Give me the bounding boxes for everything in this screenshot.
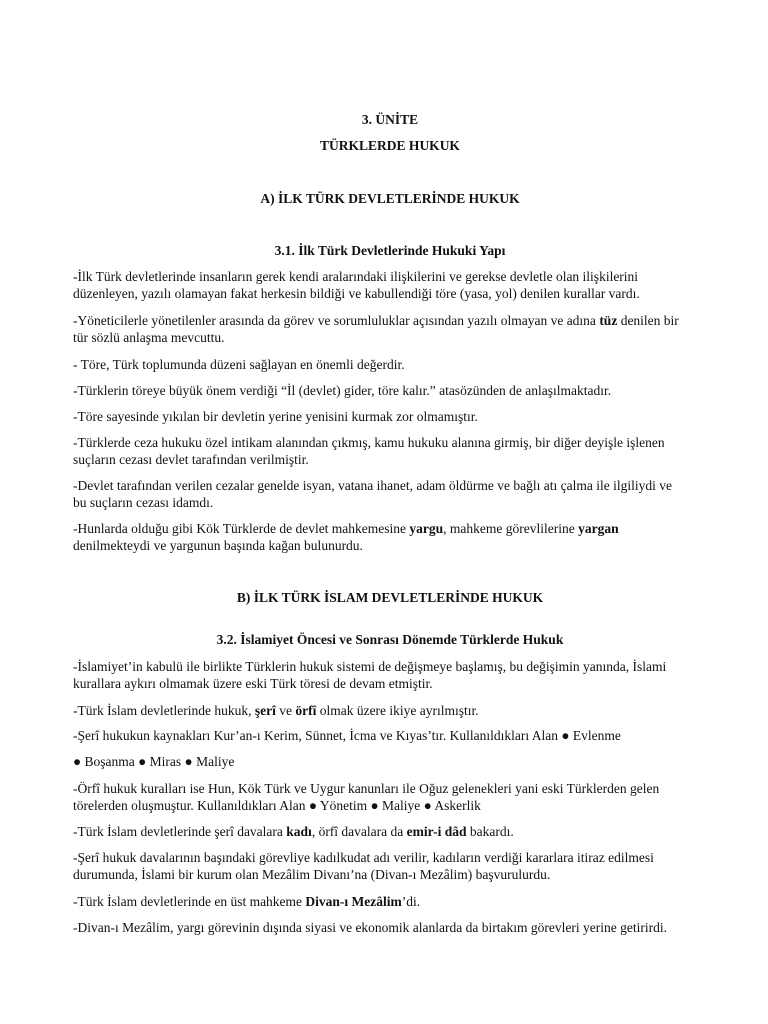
subsection-3-2-heading: 3.2. İslamiyet Öncesi ve Sonrası Dönemde Türklerde Hukuk <box>216 632 564 647</box>
paragraph-b1: -İslamiyet’in kabulü ile birlikte Türklerin hukuk sistemi de değişmeye başlamış, bu değişimin yanında, İslami kurallara aykırı olmamak üzere eski Türk töresi de devam etmiştir. <box>73 659 667 691</box>
paragraph-b7: -Şerî hukuk davalarının başındaki görevliye kadılkudat adı verilir, kadıların verdiği kararlara itiraz edilmesi durumunda, İslami bir kurum olan Mezâlim Divanı’na (Divan-ı Mezâlim) başvurulurdu. <box>73 850 654 882</box>
paragraph-a3: - Töre, Türk toplumunda düzeni sağlayan en önemli değerdir. <box>73 357 405 372</box>
term-tuz: tüz <box>599 313 618 328</box>
term-seri: şerî <box>254 703 276 718</box>
term-yargu: yargu <box>409 521 444 536</box>
document-title: TÜRKLERDE HUKUK <box>320 138 460 153</box>
paragraph-b3: -Şerî hukukun kaynakları Kur’an-ı Kerim, Sünnet, İcma ve Kıyas’tır. Kullanıldıkları Alan ● Evlenme <box>73 728 621 743</box>
paragraph-b4: ● Boşanma ● Miras ● Maliye <box>73 754 235 769</box>
paragraph-a2: -Yöneticilerle yönetilenler arasında da görev ve sorumluluklar açısından yazılı olmayan ve adına tüz denilen bir tür sözlü anlaşma mevcuttu. <box>73 313 679 345</box>
paragraph-b2: -Türk İslam devletlerinde hukuk, şerî ve örfî olmak üzere ikiye ayrılmıştır. <box>73 703 479 718</box>
section-b-heading: B) İLK TÜRK İSLAM DEVLETLERİNDE HUKUK <box>236 590 544 605</box>
section-a-heading: A) İLK TÜRK DEVLETLERİNDE HUKUK <box>260 191 520 206</box>
paragraph-a4: -Türklerin töreye büyük önem verdiği “İl (devlet) gider, töre kalır.” atasözünden de anlaşılmaktadır. <box>73 383 612 398</box>
paragraph-b9: -Divan-ı Mezâlim, yargı görevinin dışında siyasi ve ekonomik alanlarda da birtakım görevleri yerine getirirdi. <box>73 920 667 935</box>
subsection-3-1-heading: 3.1. İlk Türk Devletlerinde Hukuki Yapı <box>274 243 506 258</box>
paragraph-a6: -Türklerde ceza hukuku özel intikam alanından çıkmış, kamu hukuku alanına girmiş, bir diğer deyişle işlenen suçların cezası devlet tarafından verilmiştir. <box>73 435 665 467</box>
paragraph-a8: -Hunlarda olduğu gibi Kök Türklerde de devlet mahkemesine yargu, mahkeme görevlilerine yargan denilmekteydi ve yargunun başında kağan bulunurdu. <box>73 521 619 553</box>
paragraph-b5: -Örfî hukuk kuralları ise Hun, Kök Türk ve Uygur kanunları ile Oğuz gelenekleri yani eski Türklerden gelen törelerden oluşmuştur. Kullanıldıkları Alan ● Yönetim ● Maliye ● Askerlik <box>73 781 660 813</box>
term-emir-i-dad: emir-i dâd <box>406 824 467 839</box>
unit-heading: 3. ÜNİTE <box>361 112 419 127</box>
paragraph-a7: -Devlet tarafından verilen cezalar genelde isyan, vatana ihanet, adam öldürme ve bağlı atı çalma ile ilgiliydi ve bu suçların cezası idamdı. <box>73 478 672 510</box>
term-divan-i-mezalim: Divan-ı Mezâlim <box>305 894 402 909</box>
paragraph-a5: -Töre sayesinde yıkılan bir devletin yerine yenisini kurmak zor olmamıştır. <box>73 409 478 424</box>
paragraph-a1: -İlk Türk devletlerinde insanların gerek kendi aralarındaki ilişkilerini ve gerekse devletle olan ilişkilerini düzenleyen, yazılı olamayan fakat herkesin bildiği ve kabullendiği töre (yasa, yol) denilen kurallar vardı. <box>73 269 640 301</box>
term-kadi: kadı <box>286 824 312 839</box>
paragraph-b8: -Türk İslam devletlerinde en üst mahkeme Divan-ı Mezâlim’di. <box>73 894 421 909</box>
paragraph-b6: -Türk İslam devletlerinde şerî davalara kadı, örfî davalara da emir-i dâd bakardı. <box>73 824 514 839</box>
term-orfi: örfî <box>295 703 317 718</box>
term-yargan: yargan <box>578 521 619 536</box>
